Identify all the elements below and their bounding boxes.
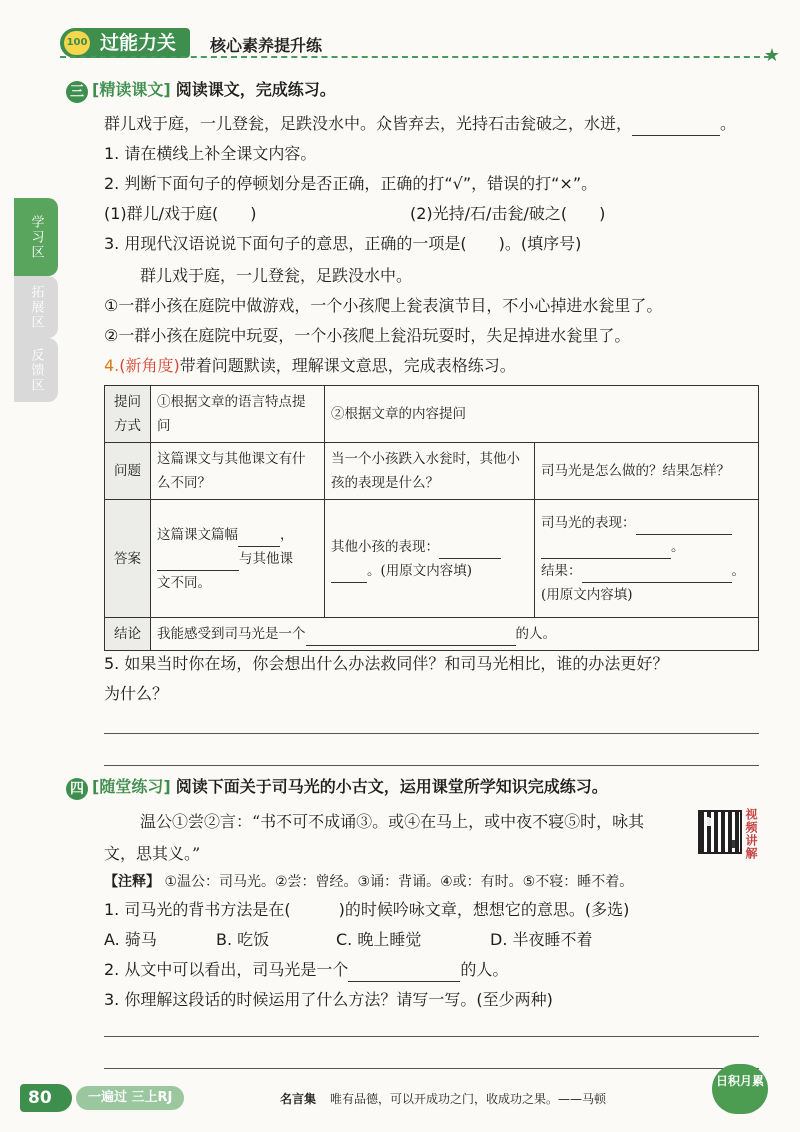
video-label[interactable]: 视频讲解 — [744, 808, 758, 860]
s3-q3-option-1[interactable]: ①一群小孩在庭院中做游戏，一个小孩爬上瓮表演节目，不小心掉进水瓮里了。 — [104, 296, 663, 315]
star-icon: ★ — [763, 45, 780, 66]
writing-line[interactable] — [104, 1068, 759, 1069]
table-cell — [535, 500, 759, 618]
table-row — [105, 386, 759, 443]
answer-text: 。(用原文内容填) — [367, 562, 473, 579]
s3-q2-item-a[interactable]: (1)群儿/戏于庭( ) — [104, 204, 257, 223]
answer-text: 文不同。 — [157, 574, 211, 591]
notes-label: 【注释】 — [104, 874, 160, 890]
answer-text: (用原文内容填) — [541, 586, 633, 603]
answer-blank[interactable] — [238, 529, 280, 547]
section3-tag: [精读课文] — [92, 80, 171, 99]
s4-question-2 — [104, 958, 508, 982]
passage-end: 。 — [720, 114, 737, 133]
s3-q3-option-2[interactable]: ②一群小孩在庭院中玩耍，一个小孩爬上瓮沿玩耍时，失足掉进水瓮里了。 — [104, 326, 631, 345]
passage — [104, 112, 736, 136]
answer-blank[interactable] — [439, 541, 501, 559]
table-head: 结论 — [105, 618, 151, 651]
answer-text: 我能感受到司马光是一个 — [157, 626, 306, 642]
table-head: 答案 — [105, 500, 151, 618]
page-footer — [20, 1074, 780, 1116]
s3-q3-sentence: 群儿戏于庭，一儿登瓮，足跌没水中。 — [140, 266, 413, 285]
s3-question-5-cont: 为什么？ — [104, 684, 169, 703]
table-head: 问题 — [105, 443, 151, 500]
section3-instruction: 阅读课文，完成练习。 — [175, 80, 336, 99]
answer-blank[interactable] — [331, 565, 367, 583]
q4-number: 4. — [104, 356, 120, 375]
answer-text: 。 — [731, 562, 745, 579]
table-cell — [151, 500, 325, 618]
s3-question-5: 5. 如果当时你在场，你会想出什么办法救同伴？和司马光相比，谁的办法更好？ — [104, 654, 669, 673]
section-logo — [60, 28, 190, 58]
writing-line[interactable] — [104, 765, 759, 766]
s4-option-a[interactable]: A. 骑马 — [104, 930, 157, 949]
quote-text: 唯有品德，可以开成功之门，收成功之果。——马顿 — [330, 1092, 607, 1106]
quote-label: 名言集 — [280, 1092, 317, 1106]
section3-number: 三 — [66, 81, 88, 103]
classical-passage-line2: 文，思其义。” — [104, 844, 201, 863]
analysis-table — [104, 385, 759, 651]
section4-instruction: 阅读下面关于司马光的小古文，运用课堂所学知识完成练习。 — [175, 777, 608, 796]
passage-blank[interactable] — [632, 118, 720, 136]
table-row — [105, 443, 759, 500]
answer-blank[interactable] — [582, 565, 732, 583]
s4-question-3: 3. 你理解这段话的时候运用了什么方法？请写一写。(至少两种) — [104, 990, 553, 1009]
side-tab-study[interactable]: 学习区 — [14, 198, 58, 276]
notes-text: ①温公：司马光。②尝：曾经。③诵：背诵。④或：有时。⑤不寝：睡不着。 — [164, 874, 634, 890]
answer-text: ， — [280, 526, 294, 543]
section4-tag: [随堂练习] — [92, 777, 171, 796]
answer-blank[interactable] — [541, 541, 671, 559]
page-number: 80 — [20, 1084, 72, 1112]
answer-text: 结果： — [541, 562, 582, 579]
s3-question-1: 1. 请在横线上补全课文内容。 — [104, 144, 317, 163]
s4-option-d[interactable]: D. 半夜睡不着 — [490, 930, 593, 949]
section3-heading — [66, 78, 336, 103]
side-tab-feedback[interactable]: 反馈区 — [14, 338, 58, 402]
side-tab-extend[interactable]: 拓展区 — [14, 276, 58, 338]
section4-number: 四 — [66, 778, 88, 800]
answer-text: 司马光的表现： — [541, 514, 636, 531]
header-divider — [60, 56, 770, 58]
answer-blank[interactable] — [636, 517, 732, 535]
s3-question-3: 3. 用现代汉语说说下面句子的意思，正确的一项是( )。(填序号) — [104, 234, 582, 253]
section4-heading — [66, 775, 608, 800]
s3-q2-item-b[interactable]: (2)光持/石/击瓮/破之( ) — [410, 204, 606, 223]
writing-line[interactable] — [104, 733, 759, 734]
q4-tag: (新角度) — [119, 356, 180, 375]
answer-text: 这篇课文篇幅 — [157, 526, 238, 543]
book-brand: 一遍过 三上RJ — [76, 1086, 184, 1110]
qr-code-icon[interactable] — [698, 810, 742, 854]
notes — [104, 870, 633, 894]
quote — [280, 1090, 606, 1107]
table-cell — [151, 618, 759, 651]
table-cell: 这篇课文与其他课文有什么不同？ — [151, 443, 325, 500]
answer-blank[interactable] — [157, 553, 239, 571]
table-cell: ①根据文章的语言特点提问 — [151, 386, 325, 443]
s3-question-2: 2. 判断下面句子的停顿划分是否正确，正确的打“√”，错误的打“×”。 — [104, 174, 598, 193]
table-cell — [325, 500, 535, 618]
page-header — [60, 28, 780, 58]
table-head: 提问方式 — [105, 386, 151, 443]
q2-text: 2. 从文中可以看出，司马光是一个 — [104, 960, 349, 979]
s4-option-c[interactable]: C. 晚上睡觉 — [336, 930, 422, 949]
s4-question-1: 1. 司马光的背书方法是在( )的时候吟咏文章，想想它的意思。(多选) — [104, 900, 630, 919]
answer-text: 的人。 — [515, 626, 556, 642]
answer-text: 其他小孩的表现： — [331, 538, 439, 555]
table-cell: 当一个小孩跌入水瓮时，其他小孩的表现是什么？ — [325, 443, 535, 500]
answer-blank[interactable] — [306, 628, 516, 646]
q2-blank[interactable] — [348, 964, 460, 982]
table-row — [105, 618, 759, 651]
answer-text: 。 — [671, 538, 685, 555]
s4-option-b[interactable]: B. 吃饭 — [216, 930, 270, 949]
brand-badge: 100 — [64, 31, 90, 55]
table-cell: ②根据文章的内容提问 — [325, 386, 759, 443]
header-subtitle: 核心素养提升练 — [210, 36, 323, 55]
q4-text: 带着问题默读，理解课文意思，完成表格练习。 — [179, 356, 516, 375]
answer-text: 与其他课 — [239, 550, 293, 567]
classical-passage-line1: 温公①尝②言：“书不可不成诵③。或④在马上，或中夜不寝⑤时，咏其 — [140, 812, 645, 831]
table-cell: 司马光是怎么做的？结果怎样？ — [535, 443, 759, 500]
passage-text: 群儿戏于庭，一儿登瓮，足跌没水中。众皆弃去，光持石击瓮破之，水迸， — [104, 114, 633, 133]
q2-text-end: 的人。 — [460, 960, 509, 979]
s3-question-4 — [104, 354, 516, 378]
writing-line[interactable] — [104, 1036, 759, 1037]
table-row — [105, 500, 759, 618]
daily-badge: 日积月累 — [712, 1064, 768, 1114]
header-title: 过能力关 — [100, 32, 177, 54]
